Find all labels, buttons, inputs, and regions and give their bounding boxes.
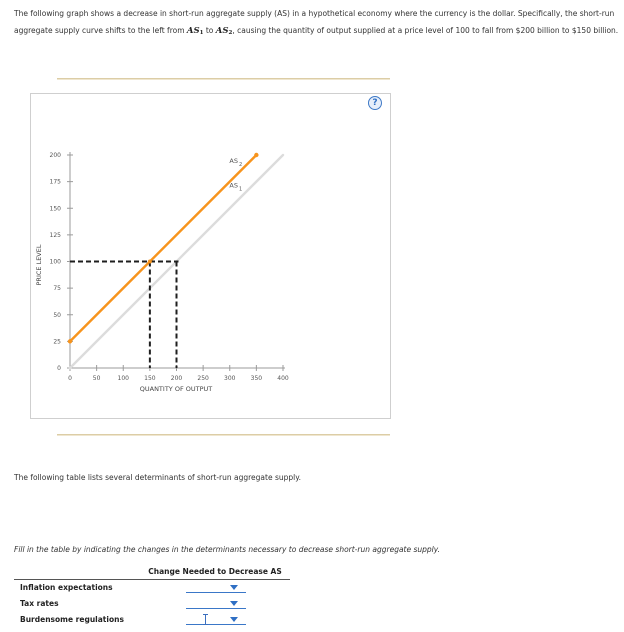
x-tick-label: 200	[170, 375, 183, 382]
x-tick-label: 100	[117, 375, 129, 382]
dropdown-tax-rates[interactable]	[186, 597, 246, 609]
x-tick-label: 50	[92, 375, 101, 382]
row-label-burdensome-regulations: Burdensome regulations	[20, 615, 124, 624]
text-cursor-icon	[203, 614, 208, 625]
intro-paragraph	[14, 5, 620, 40]
row-label-tax-rates: Tax rates	[20, 599, 59, 608]
table-column-header: Change Needed to Decrease AS	[148, 567, 282, 576]
dropdown-burdensome-regulations[interactable]	[186, 613, 246, 625]
y-tick-label: 50	[53, 311, 61, 319]
x-tick-label: 300	[224, 375, 236, 382]
row-label-inflation-expectations: Inflation expectations	[20, 583, 113, 592]
y-axis-label: PRICE LEVEL	[35, 244, 43, 286]
chevron-down-icon[interactable]	[230, 617, 238, 622]
y-tick-label: 100	[49, 258, 61, 266]
table-intro-text: The following table lists several determinants of short-run aggregate supply.	[14, 473, 301, 482]
x-tick-label: 0	[68, 375, 72, 382]
as1-symbol-sub: 1	[199, 30, 204, 36]
chevron-down-icon[interactable]	[230, 601, 238, 606]
dropdown-inflation-expectations[interactable]	[186, 581, 246, 593]
x-tick-label: 400	[277, 375, 289, 382]
y-tick-label: 25	[53, 338, 61, 346]
y-tick-label: 150	[49, 205, 61, 213]
section-divider-top	[57, 78, 390, 80]
curve-label-subscript: 1	[238, 186, 243, 193]
chevron-down-icon[interactable]	[230, 585, 238, 590]
x-tick-label: 350	[250, 375, 263, 382]
y-tick-label: 0	[57, 365, 61, 372]
intro-text-after: , causing the quantity of output supplied at a price level of 100 to fall from $200 billion to $150 billion.	[232, 26, 619, 35]
as2-symbol-sub: 2	[228, 30, 233, 36]
instructions-text: Fill in the table by indicating the changes in the determinants necessary to decrease short-run aggregate supply.	[14, 545, 440, 554]
graph-panel	[30, 93, 391, 419]
dropdown-selected-value	[186, 621, 189, 630]
y-tick-label: 200	[49, 152, 61, 159]
curve-label-subscript: 2	[238, 162, 243, 168]
as1-symbol-base: AS	[186, 26, 200, 36]
help-icon[interactable]: ?	[368, 96, 382, 110]
x-axis-label: QUANTITY OF OUTPUT	[139, 385, 213, 393]
as1-symbol	[187, 26, 204, 36]
curve-label-base: AS	[229, 181, 238, 190]
section-divider-bottom	[57, 434, 390, 436]
x-tick-label: 250	[197, 375, 209, 382]
intro-text-mid: to	[203, 26, 216, 35]
y-tick-label: 175	[49, 178, 61, 186]
y-tick-label: 75	[53, 285, 61, 293]
curve-label-base: AS	[229, 157, 238, 165]
y-tick-label: 125	[49, 231, 61, 239]
as2-symbol	[216, 26, 233, 36]
intro-text-before: The following graph shows a decrease in short-run aggregate supply (AS) in a hypothetical economy where the currency is the dollar. Specifically, the short-run aggregate supply curve shifts to the left from	[14, 9, 615, 35]
as2-symbol-base: AS	[215, 26, 229, 36]
x-tick-label: 150	[144, 375, 156, 382]
